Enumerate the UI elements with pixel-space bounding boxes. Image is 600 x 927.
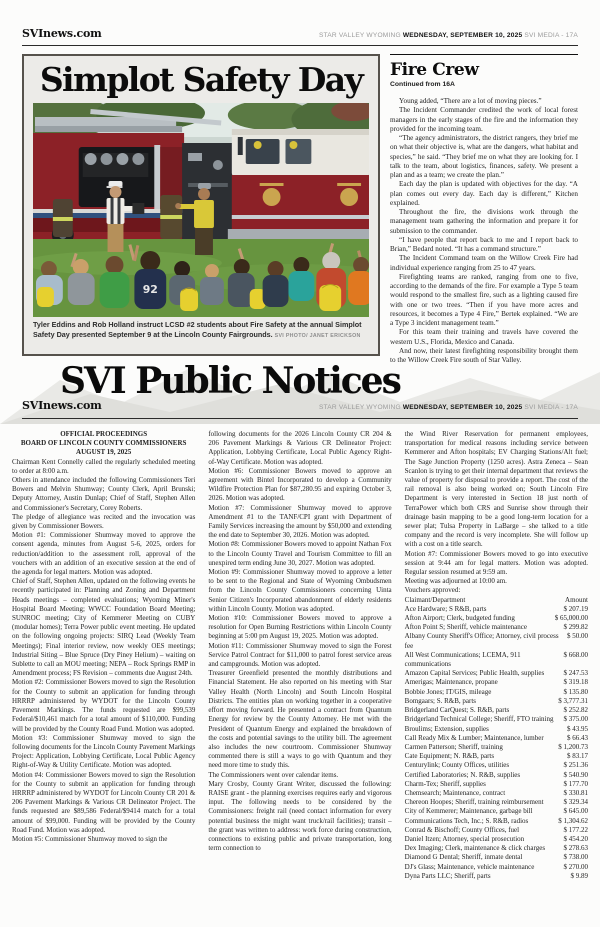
voucher-claimant: Bridgerland Technical College; Sheriff, FTO training [404, 715, 554, 724]
heading-line: BOARD OF LINCOLN COUNTY COMMISSIONERS [20, 439, 187, 448]
voucher-claimant: Conrad & Bischoff; County Offices, fuel [404, 825, 520, 834]
voucher-amount: $ 454.20 [563, 834, 588, 843]
voucher-row [405, 734, 588, 743]
pn-site-logo: SVInews.com [22, 399, 102, 412]
voucher-row [405, 632, 588, 650]
voucher-claimant: Diamond G Dental; Sheriff, inmate dental [404, 853, 523, 862]
article-paragraph: Throughout the fire, the divisions work through the management team gathering the information and prepare it for submission to the commander. [390, 208, 578, 235]
top-masthead [22, 27, 578, 40]
voucher-amount: $ 251.36 [563, 761, 588, 770]
vouchers-header-row [405, 596, 588, 605]
voucher-claimant-header: Claimant/Department [404, 595, 466, 604]
pn-location-text: STAR VALLEY WYOMING [318, 404, 401, 411]
voucher-row [405, 651, 588, 669]
voucher-row [405, 743, 588, 752]
voucher-row [405, 614, 588, 623]
voucher-row [405, 623, 588, 632]
public-notices-title: SVI Public Notices [60, 360, 400, 402]
pn-rule [22, 418, 578, 419]
voucher-claimant: All West Communications; LCEMA, 911 communications [404, 650, 521, 669]
voucher-amount: $ 540.90 [563, 770, 588, 779]
voucher-row [405, 605, 588, 614]
col1-body [12, 458, 195, 845]
voucher-row [405, 844, 588, 853]
notices-column-3 [405, 430, 588, 922]
voucher-row [405, 752, 588, 761]
voucher-row [405, 835, 588, 844]
feature-box [22, 54, 380, 356]
pn-edition-text: SVI MEDIA - 17A [524, 404, 578, 411]
heading-line: OFFICIAL PROCEEDINGS [60, 430, 148, 438]
site-logo: SVInews.com [22, 27, 102, 40]
edition-text: SVI MEDIA - 17A [524, 32, 578, 39]
notices-section [12, 430, 588, 922]
voucher-amount: $ 270.00 [563, 862, 588, 871]
firecrew-body [390, 97, 578, 365]
voucher-claimant: Daniel Itzen; Attorney, special prosecution [404, 834, 525, 843]
voucher-row [405, 688, 588, 697]
article-paragraph: And now, their latest firefighting responsibility brought them to the Willow Creek Fire south of Star Valley. [390, 346, 578, 364]
firecrew-rule [390, 54, 578, 55]
voucher-claimant: Amazon Capital Services; Public Health, supplies [404, 669, 545, 678]
voucher-claimant: Bobbie Jones; IT/GIS, mileage [404, 687, 492, 696]
voucher-amount: $ 83.17 [566, 752, 588, 761]
notice-paragraph: Chief of Staff, Stephen Allen, updated on the following events he recently participated in: Planning and Zoning and Department Heads meetings – completed evaluations; Wyoming Miner's Hospital Board Meeting; WWCC Foundation Board Meeting; SUNROC meeting; City of Kemmerer Meeting on CUBY (modular homes); Terra Power public event meeting. He updated on the following ongoing projects: SIRQ Lead (Weekly Team Meetings); Final interior review, now weekly OES meetings; Industrial Siting – Blue Spruce (Dry Piney Helium) – waiting on Sublette to call an MOU meeting; NEPA – Rock Springs RMP in Amendment process; FS Revision – comments due August 24th. [12, 577, 196, 678]
article-paragraph: Each day the plan is updated with objectives for the day. “A plan comes out every day. Each day is different,” Kitchen explained. [390, 180, 578, 207]
heading-line: AUGUST 19, 2025 [76, 448, 132, 457]
notice-paragraph: Motion #2: Commissioner Bowers moved to sign the Resolution for the County to submit an application for funding through HRRRP administered by WYDOT for the Lincoln County Pavement Markings. The funds requested are $99,539 Federal/$10,461 match for a total amount of $110,000. Funding will be provided by the County Road Fund. Motion was adopted. [12, 678, 196, 733]
caption-text: Tyler Eddins and Rob Holland instruct LCSD #2 students about Fire Safety at the annual Simplot Safety Day presented September 9 at the Lincoln County Fairgrounds. [33, 320, 362, 339]
voucher-claimant: Afton Airport; Clerk, budgeted funding [404, 614, 515, 623]
voucher-row [405, 706, 588, 715]
voucher-claimant: Communications Tech, Inc.; S. R&B, radios [404, 816, 529, 825]
notice-paragraph: Motion #1: Commissioner Shumway moved to approve the consent agenda, minutes from August 5-6, 2025, orders for reduction/addition to the assessment roll, approval of the vouchers with an addition of an executive session at the end of the agenda for legal matters. Motion was adopted. [12, 531, 196, 577]
voucher-claimant: Albany County Sheriff's Office; Attorney, civil process fee [404, 632, 559, 650]
voucher-amount: $ 668.00 [563, 650, 588, 659]
voucher-amount: $ 50.00 [566, 632, 588, 641]
voucher-amount: $ 252.82 [563, 706, 588, 715]
notice-paragraph: Treasurer Greenfield presented the monthly distributions and Financial Statement. He also reported on his meeting with Star Valley Health (North Lincoln) and South Lincoln Hospital Districts. The entities plan on working together in a cooperative effort moving forward. He presented a contract from Quantum Energy for review by the County Attorney. He met with the President of Quantum Energy and explained the breakdown of the costs and potential savings to the utility bill. The agreement also includes the new courtroom. Commissioner Shumway commented there is still a ways to go with Quantum and they need more time to study this. [208, 669, 392, 770]
article-paragraph: Firefighting teams are ranked, ranging from one to five, according to the demands of the fire. For example a Type 5 team would respond to the smallest fire, such as a lighting caused fire with one or two trees. “Then if you have more acres and resources, it becomes a Type 4 Fire,” Bertek explained. “We are a Type 3 incident management team.” [390, 272, 578, 327]
voucher-amount: $ 330.81 [563, 788, 588, 797]
voucher-amount: $ 329.34 [563, 798, 588, 807]
voucher-claimant: Dex Imaging; Clerk, maintenance & click charges [404, 844, 546, 853]
notice-paragraph: The Commissioners went over calendar items. [208, 770, 339, 779]
notice-paragraph: Others in attendance included the following Commissioners Teri Bowers and Melvin Shumway; County Clerk, April Brunski; Deputy Attorney, Austin Dunlap; Chief of Staff, Stephen Allen and Commissioner's Secretary, Corey Roberts. [12, 476, 196, 512]
voucher-claimant: Chereon Hoopes; Sheriff, training reimbursement [404, 798, 544, 807]
voucher-amount: $ 177.70 [563, 779, 588, 788]
pn-masthead-bar [22, 399, 578, 412]
voucher-row [405, 798, 588, 807]
notice-paragraph: following documents for the 2026 Lincoln County CR 204 & 206 Pavement Markings & Various CR Delineator Project: Application, Lobbying Certificate, Local Public Agency Right-of-Way Certificate. Motion was adopted. [208, 430, 392, 466]
voucher-row [405, 872, 588, 881]
voucher-claimant: City of Kemmerer; Maintenance, garbage bill [404, 807, 533, 816]
svg-text:92: 92 [142, 282, 158, 297]
article-paragraph: The Incident Commander credited the work of local forest managers in the early stages of the fire and the information they provided for the incoming team. [390, 106, 578, 133]
voucher-claimant: Ace Hardware; S R&B, parts [404, 604, 487, 613]
voucher-amount: $ 319.18 [563, 678, 588, 687]
notice-paragraph: Chairman Kent Connelly called the regularly scheduled meeting to order at 8:00 a.m. [12, 457, 196, 475]
notice-paragraph: Motion #7: Commissioner Bowers moved to go into executive session at 9:44 am for legal matters. Motion was adopted. Regular session resumed at 9:59 am. [404, 549, 588, 577]
article-paragraph: For this team their training and travels have covered the western U.S., Florida, Mexico and Canada. [390, 328, 578, 346]
voucher-row [405, 826, 588, 835]
article-paragraph: “I have people that report back to me and I report back to Brian,” Bedard noted. “It has a command structure.” [390, 235, 578, 253]
notice-paragraph: Motion #7: Commissioner Shumway moved to approve Amendment #1 to the TANF/CPI grant with Department of Family Services increasing the amount by $50,000 and extending the end date to September 30, 2026. Motion was adopted. [208, 503, 392, 540]
voucher-claimant: Bridgerland CarQuest; S. R&B, parts [404, 706, 510, 715]
firecrew-headline: Fire Crew [390, 60, 479, 80]
voucher-row [405, 761, 588, 770]
fire-safety-photo [33, 103, 369, 317]
voucher-row [405, 678, 588, 687]
notice-paragraph: Motion #10: Commissioner Bowers moved to approve a resolution for Open Burning Restrictions within Lincoln County beginning at 5:00 pm August 19, 2025. Motion was adopted. [208, 614, 392, 641]
voucher-row [405, 780, 588, 789]
voucher-amount: $ 645.00 [563, 807, 588, 816]
notices-heading [12, 430, 195, 458]
voucher-amount: $ 1,304.62 [558, 816, 588, 825]
voucher-claimant: Afton Point S; Sheriff, vehicle maintenance [404, 623, 527, 632]
vouchers-label: Vouchers approved: [404, 586, 461, 595]
voucher-claimant: Call Ready Mix & Lumber; Maintenance, lumber [404, 733, 544, 742]
voucher-amount: $ 177.22 [563, 825, 588, 834]
voucher-row [405, 725, 588, 734]
voucher-amount: $ 278.63 [563, 844, 588, 853]
voucher-amount: $ 299.82 [563, 623, 588, 632]
voucher-claimant: Charm-Tex; Sheriff, supplies [404, 779, 486, 788]
voucher-amount: $ 247.53 [563, 669, 588, 678]
date-text: WEDNESDAY, SEPTEMBER 10, 2025 [402, 32, 523, 39]
caption-credit: SVI PHOTO/ JANET ERICKSON [274, 332, 361, 339]
voucher-amount-header: Amount [565, 595, 588, 604]
voucher-row [405, 669, 588, 678]
voucher-row [405, 817, 588, 826]
voucher-claimant: Cate Equipment; N. R&B, parts [404, 752, 495, 761]
location-text: STAR VALLEY WYOMING [318, 32, 401, 39]
voucher-amount: $ 207.19 [563, 604, 588, 613]
voucher-amount: $ 65,000.00 [554, 614, 588, 623]
notice-paragraph: Motion #11: Commissioner Shumway moved to sign the Forest Service Patrol Contract for $11,000 to patrol forest service areas and campgrounds. Motion was adopted. [208, 641, 392, 669]
article-paragraph: Young added, “There are a lot of moving pieces.” [399, 97, 542, 105]
col3-body [405, 430, 588, 586]
notice-paragraph: The pledge of allegiance was recited and the invocation was given by Commissioner Bowers. [12, 512, 196, 531]
notice-paragraph: Motion #3: Commissioner Shumway moved to sign the following documents for the Lincoln County Pavement Markings Project: Application, Lobbying Certificate, Local Public Agency Right-of-Way & Utility Certificate. Motion was adopted. [12, 733, 196, 770]
voucher-claimant: Centurylink; County Offices, utilities [404, 761, 510, 770]
notice-paragraph: Motion #6: Commissioner Bowers moved to approve an agreement with Bintel Incorporated to develop a Community Wildfire Protection Plan for $87,280.95 and expiring October 3, 2026. Motion was adopted. [208, 466, 392, 503]
article-paragraph: “The agency administrators, the district rangers, they brief me on what their objective is, what are the dangers, what habitat and species,” he said. “They brief me on what they are looking for. I talk to the team, about logistics, finances, safety. We present a plan and as a team; we create the plan.” [390, 134, 578, 179]
notice-paragraph: Motion #5: Commissioner Shumway moved to sign the [12, 834, 168, 843]
voucher-amount: $ 43.95 [566, 724, 588, 733]
notice-paragraph: Motion #8: Commissioner Bowers moved to appoint Nathan Fox to the Lincoln County Travel and Tourism Committee to fill an unexpired term ending June 30, 2027. Motion was adopted. [208, 540, 392, 567]
firecrew-article [390, 54, 578, 365]
voucher-claimant: Carmen Patterson; Sheriff, training [404, 742, 503, 751]
voucher-claimant: Bomgaars; S. R&B, parts [404, 696, 477, 705]
voucher-amount: $ 135.80 [563, 687, 588, 696]
voucher-amount: $ 66.43 [566, 733, 588, 742]
voucher-claimant: Chemsearch; Maintenance, contract [404, 788, 506, 797]
notices-column-2 [208, 430, 391, 922]
voucher-row [405, 771, 588, 780]
voucher-claimant: Certified Laboratories; N. R&B, supplies [404, 770, 521, 779]
voucher-amount: $ 1,200.73 [558, 742, 588, 751]
voucher-claimant: DJ's Glass; Maintenance, vehicle maintenance [404, 862, 535, 871]
voucher-amount: $ 9.89 [570, 871, 588, 880]
voucher-row [405, 807, 588, 816]
notice-paragraph: Motion #9: Commissioner Shumway moved to approve a letter to be sent to the Regional and State of Wyoming Ombudsmen from the Lincoln County Commissioners concerning Uinta Senior Citizen's Incorporated abandonment of elderly residents within Lincoln County. Motion was adopted. [208, 568, 392, 613]
notice-paragraph: the Wind River Reservation for permanent employees, transportation for medical reasons including service between Kemmerer and Afton hospitals; EV Charging Stations/Alt fuel; The Sage Junction Property (1250 acres). Astra Zeneca – Sean Scanlon is trying to get their internal department that reviews the value of property for disposal to provide a report. The cost of the rail removal is also being worked on; South Lincoln Fire Department is very interested in Section 18 just north of TerraPower which both CRS and Sunrise show through their drainage basin mapping to be a good long-term location for a sewer plat; Tulsa Property in LaBarge – she talked to a title company and the record is very incomplete. She will follow up with a cost on a title search. [404, 430, 588, 549]
voucher-row [405, 715, 588, 724]
notice-paragraph: Motion #4: Commissioner Bowers moved to sign the Resolution for the County to submit an application for funding through HRRRP administered by WYDOT for Lincoln County CR 201 & 206 Pavement Markings & Various CR Delineator Project. The funds requested are $89,586 Federal/$9414 match for a total amount of $99,000. Funding will be provided by the County Road Fund. Motion was adopted. [12, 770, 196, 834]
article-paragraph: The Incident Command team on the Willow Creek Fire had individual experience ranging from 25 to 47 years. [390, 254, 578, 272]
pn-date-text: WEDNESDAY, SEPTEMBER 10, 2025 [402, 404, 523, 411]
voucher-claimant: Broulims; Extension, supplies [404, 724, 489, 733]
photo-caption [33, 320, 369, 341]
notice-paragraph: Meeting was adjourned at 10:00 am. [404, 577, 507, 586]
public-notices-masthead [0, 354, 600, 424]
feature-headline: Simplot Safety Day [39, 60, 363, 99]
col2-body [208, 430, 391, 853]
voucher-row [405, 697, 588, 706]
voucher-amount: $ 3,777.31 [558, 696, 588, 705]
notices-column-1 [12, 430, 195, 922]
firecrew-continued: Continued from 16A [390, 81, 455, 88]
voucher-row [405, 789, 588, 798]
voucher-claimant: Dyna Parts LLC; Sheriff, parts [404, 871, 491, 880]
voucher-claimant: Amerigas; Maintenance, propane [404, 678, 498, 687]
vouchers-list [405, 605, 588, 881]
voucher-row [405, 853, 588, 862]
top-rule [22, 45, 578, 46]
pn-dateline [319, 404, 578, 411]
notice-paragraph: Mary Crosby, County Grant Writer, discussed the following: RAISE grant - the planning exercises requires early and vigorous input. The following needs to be considered by the Commissioners: freight rail (need contact information for every potential business the might want truck/rail facilities); transit – the grant was written to address: work force during construction, connections to existing public and private transportation, long term connection to [208, 779, 392, 853]
voucher-amount: $ 738.00 [563, 853, 588, 862]
voucher-amount: $ 375.00 [563, 715, 588, 724]
dateline [319, 32, 578, 39]
voucher-row [405, 863, 588, 872]
